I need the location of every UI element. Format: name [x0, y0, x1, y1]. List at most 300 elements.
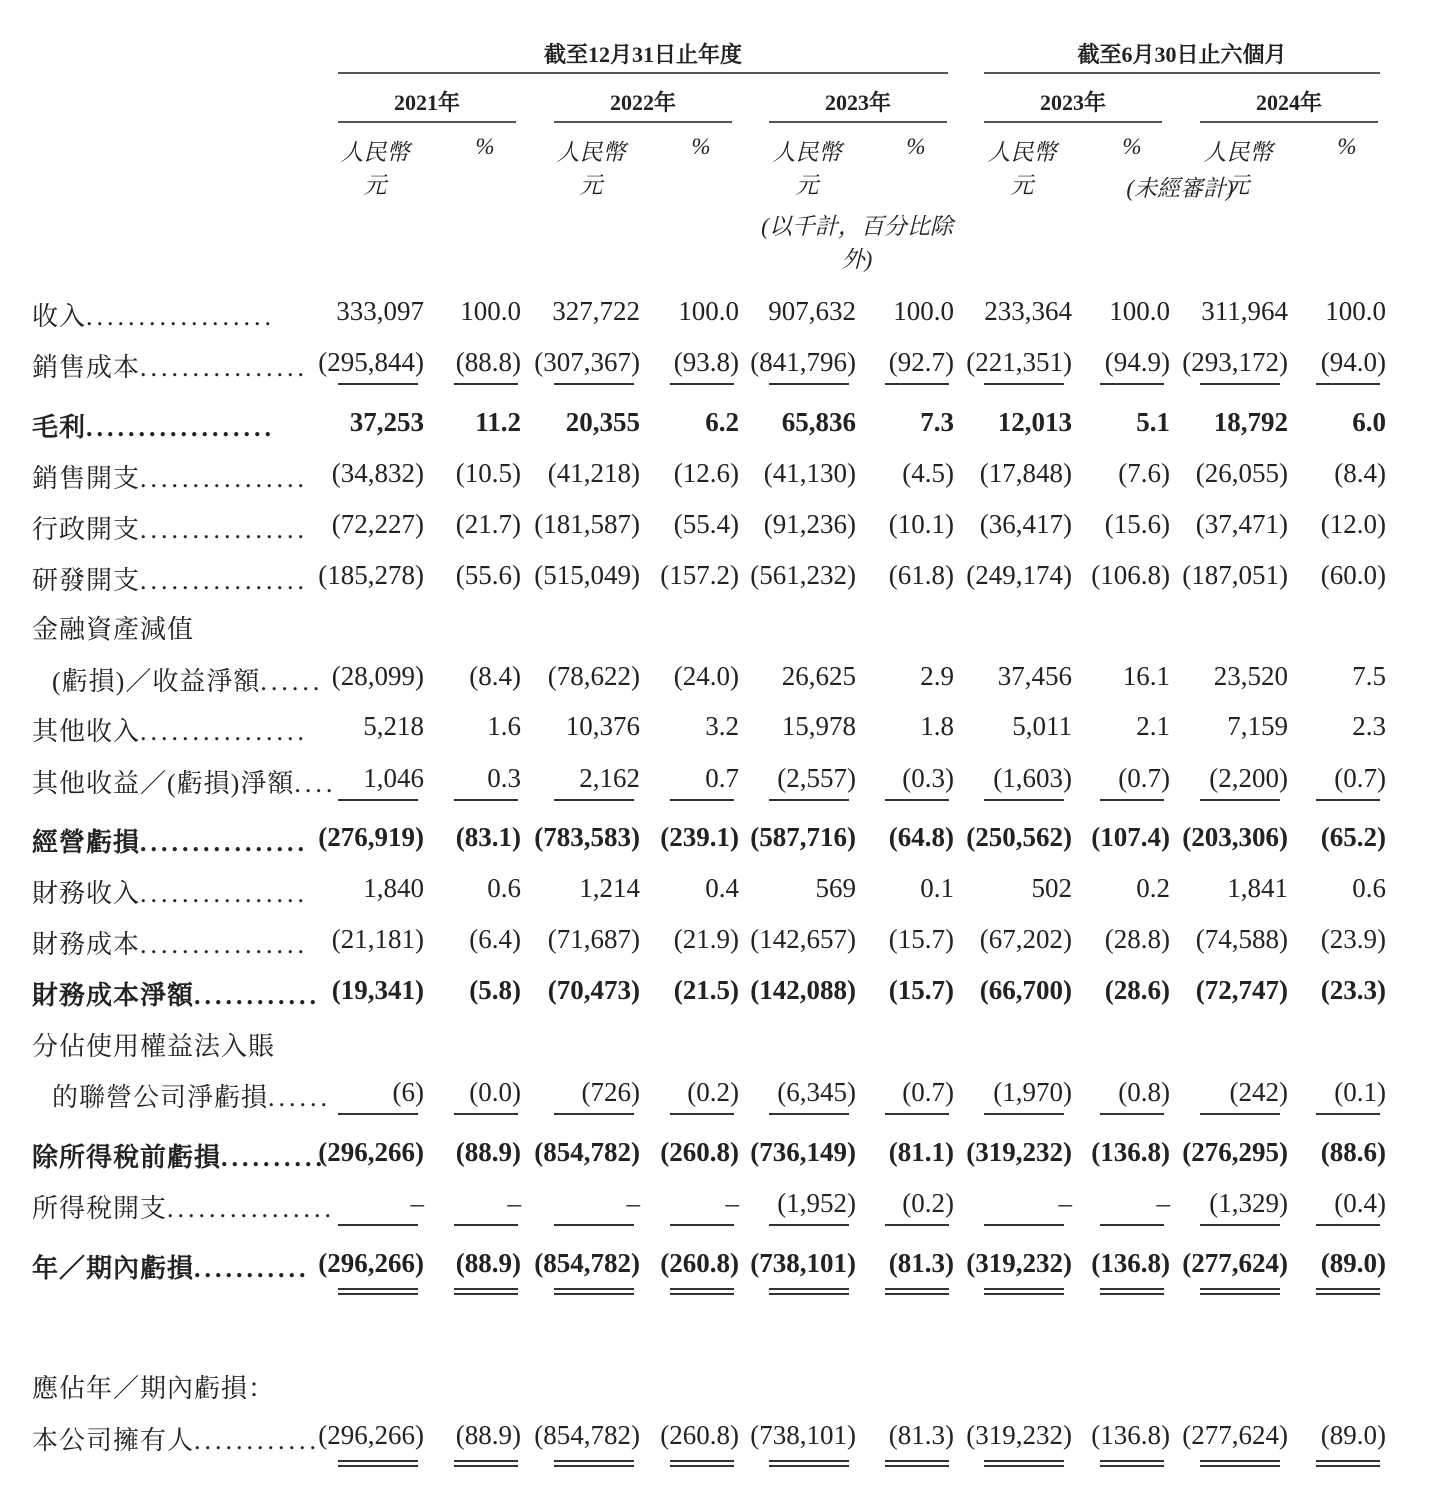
amount-cell: 23,520	[1213, 661, 1288, 691]
percent-cell: (10.1)	[888, 509, 954, 539]
row-label: 毛利..................	[32, 413, 276, 442]
percent-cell: (0.7)	[902, 1077, 954, 1107]
underline	[1100, 799, 1164, 801]
percent-cell: 100.0	[460, 296, 521, 326]
year-rule-2023-h1	[984, 121, 1162, 123]
percent-cell: 6.0	[1352, 407, 1386, 437]
header-rule-year	[338, 72, 948, 74]
amount-cell: (2,557)	[777, 763, 856, 793]
row-revenue	[0, 290, 1440, 340]
amount-cell: (736,149)	[750, 1137, 856, 1167]
unit-pct-2021: %	[475, 134, 495, 159]
percent-cell: 1.6	[487, 711, 521, 741]
amount-cell: 1,046	[363, 763, 424, 793]
percent-cell: (94.9)	[1104, 347, 1170, 377]
unit-rmb-2021: 人民幣元	[340, 140, 410, 198]
amount-cell: (319,232)	[966, 1248, 1072, 1278]
percent-cell: (81.3)	[888, 1248, 954, 1278]
amount-cell: 502	[1031, 873, 1072, 903]
amount-cell: 37,253	[349, 407, 424, 437]
amount-cell: 333,097	[336, 296, 424, 326]
year-2023: 2023年	[824, 90, 891, 115]
row-label: 經營虧損................	[32, 828, 309, 857]
percent-cell: 3.2	[705, 711, 739, 741]
percent-cell: (0.2)	[902, 1188, 954, 1218]
amount-cell: (277,624)	[1182, 1420, 1288, 1450]
thousands-note: (以千計，百分比除外)	[761, 214, 953, 272]
amount-cell: (307,367)	[534, 347, 640, 377]
year-rule-2021	[338, 121, 516, 123]
amount-cell: (841,796)	[750, 347, 856, 377]
underline	[769, 799, 849, 801]
underline	[1200, 1224, 1280, 1226]
amount-cell: (249,174)	[966, 560, 1072, 590]
underline	[769, 383, 849, 385]
percent-cell: (65.2)	[1320, 822, 1386, 852]
amount-cell: (854,782)	[534, 1420, 640, 1450]
amount-cell: (72,227)	[331, 509, 424, 539]
row-label: 的聯營公司淨虧損......	[52, 1083, 332, 1112]
percent-cell: (239.1)	[660, 822, 739, 852]
year-rule-2023	[769, 121, 947, 123]
amount-cell: (561,232)	[750, 560, 856, 590]
percent-cell: (89.0)	[1320, 1420, 1386, 1450]
amount-cell: 907,632	[768, 296, 856, 326]
percent-cell: (106.8)	[1091, 560, 1170, 590]
percent-cell: (21.9)	[673, 924, 739, 954]
percent-cell: (0.2)	[687, 1077, 739, 1107]
underline	[1316, 1113, 1380, 1115]
percent-cell: 0.2	[1136, 873, 1170, 903]
amount-cell: (587,716)	[750, 822, 856, 852]
row-operating-loss	[0, 816, 1440, 866]
percent-cell: (0.8)	[1118, 1077, 1170, 1107]
double-underline	[554, 1288, 634, 1295]
amount-cell: –	[410, 1188, 424, 1218]
percent-cell: 2.1	[1136, 711, 1170, 741]
amount-cell: 1,840	[363, 873, 424, 903]
unit-pct-2023: %	[906, 134, 926, 159]
underline	[454, 383, 518, 385]
amount-cell: (296,266)	[318, 1137, 424, 1167]
row-gross-profit	[0, 401, 1440, 451]
amount-cell: (185,278)	[318, 560, 424, 590]
row-label: 收入..................	[32, 302, 276, 331]
header-group-six-months: 截至6月30日止六個月	[1077, 42, 1287, 67]
double-underline	[885, 1288, 949, 1295]
percent-cell: (60.0)	[1320, 560, 1386, 590]
percent-cell: (136.8)	[1091, 1248, 1170, 1278]
row-label: 本公司擁有人............	[32, 1426, 321, 1455]
percent-cell: (89.0)	[1320, 1248, 1386, 1278]
unit-rmb-2023-h1: 人民幣元	[987, 140, 1057, 198]
row-label: 銷售開支................	[32, 464, 309, 493]
underline	[670, 383, 734, 385]
amount-cell: (293,172)	[1182, 347, 1288, 377]
row-impairment-title	[0, 603, 1440, 653]
percent-cell: (55.6)	[455, 560, 521, 590]
percent-cell: 0.6	[487, 873, 521, 903]
percent-cell: 1.8	[920, 711, 954, 741]
percent-cell: –	[1156, 1188, 1170, 1218]
amount-cell: (41,130)	[763, 458, 856, 488]
header-group-year: 截至12月31日止年度	[543, 42, 742, 67]
underline	[984, 799, 1064, 801]
amount-cell: 1,841	[1227, 873, 1288, 903]
amount-cell: (783,583)	[534, 822, 640, 852]
row-label: 財務收入................	[32, 879, 309, 908]
amount-cell: (296,266)	[318, 1248, 424, 1278]
amount-cell: (738,101)	[750, 1248, 856, 1278]
amount-cell: (28,099)	[331, 661, 424, 691]
percent-cell: (93.8)	[673, 347, 739, 377]
amount-cell: 26,625	[781, 661, 856, 691]
row-associates	[0, 1071, 1440, 1121]
amount-cell: (91,236)	[763, 509, 856, 539]
amount-cell: (6,345)	[777, 1077, 856, 1107]
percent-cell: (92.7)	[888, 347, 954, 377]
row-income-tax	[0, 1182, 1440, 1232]
percent-cell: (81.3)	[888, 1420, 954, 1450]
year-rule-2022	[554, 121, 732, 123]
amount-cell: (36,417)	[979, 509, 1072, 539]
underline	[338, 1113, 418, 1115]
unit-pct-2022: %	[691, 134, 711, 159]
row-label: 所得稅開支................	[32, 1194, 336, 1223]
row-loss-for-period	[0, 1242, 1440, 1292]
underline	[454, 1224, 518, 1226]
row-label: 其他收入................	[32, 717, 309, 746]
percent-cell: 2.3	[1352, 711, 1386, 741]
underline	[984, 1224, 1064, 1226]
amount-cell: (66,700)	[979, 975, 1072, 1005]
row-label: 研發開支................	[32, 566, 309, 595]
double-underline	[885, 1460, 949, 1467]
underline	[338, 799, 418, 801]
row-label: (虧損)／收益淨額......	[52, 667, 324, 696]
row-attributable-title	[0, 1362, 1440, 1412]
percent-cell: –	[507, 1188, 521, 1218]
underline	[454, 1113, 518, 1115]
percent-cell: (15.7)	[888, 975, 954, 1005]
amount-cell: 37,456	[997, 661, 1072, 691]
percent-cell: 7.5	[1352, 661, 1386, 691]
double-underline	[670, 1460, 734, 1467]
percent-cell: (88.9)	[455, 1420, 521, 1450]
amount-cell: (277,624)	[1182, 1248, 1288, 1278]
double-underline	[454, 1288, 518, 1295]
percent-cell: (6.4)	[469, 924, 521, 954]
percent-cell: 0.7	[705, 763, 739, 793]
underline	[338, 383, 418, 385]
double-underline	[769, 1460, 849, 1467]
underline	[670, 1113, 734, 1115]
row-finance-income	[0, 867, 1440, 917]
double-underline	[1316, 1288, 1380, 1295]
double-underline	[1100, 1288, 1164, 1295]
percent-cell: (21.5)	[673, 975, 739, 1005]
amount-cell: 233,364	[984, 296, 1072, 326]
row-other-gains	[0, 757, 1440, 807]
header-rule-six-months	[984, 72, 1380, 74]
underline	[554, 1113, 634, 1115]
underline	[1200, 1113, 1280, 1115]
percent-cell: 100.0	[893, 296, 954, 326]
percent-cell: 16.1	[1122, 661, 1170, 691]
percent-cell: 0.3	[487, 763, 521, 793]
percent-cell: (88.9)	[455, 1248, 521, 1278]
double-underline	[1100, 1460, 1164, 1467]
percent-cell: (81.1)	[888, 1137, 954, 1167]
percent-cell: (260.8)	[660, 1420, 739, 1450]
amount-cell: (319,232)	[966, 1420, 1072, 1450]
amount-cell: (854,782)	[534, 1137, 640, 1167]
percent-cell: (28.6)	[1104, 975, 1170, 1005]
row-label: 年／期內虧損...........	[32, 1254, 310, 1283]
underline	[885, 1224, 949, 1226]
percent-cell: (64.8)	[888, 822, 954, 852]
row-label: 財務成本淨額............	[32, 981, 321, 1010]
percent-cell: (88.6)	[1320, 1137, 1386, 1167]
percent-cell: (88.9)	[455, 1137, 521, 1167]
amount-cell: (78,622)	[547, 661, 640, 691]
amount-cell: (142,657)	[750, 924, 856, 954]
amount-cell: (1,970)	[993, 1077, 1072, 1107]
double-underline	[984, 1460, 1064, 1467]
percent-cell: (0.7)	[1334, 763, 1386, 793]
amount-cell: –	[1058, 1188, 1072, 1218]
percent-cell: (107.4)	[1091, 822, 1170, 852]
underline	[338, 1224, 418, 1226]
unit-rmb-2022: 人民幣元	[556, 140, 626, 198]
percent-cell: (12.6)	[673, 458, 739, 488]
amount-cell: (34,832)	[331, 458, 424, 488]
row-associates-title	[0, 1020, 1440, 1070]
underline	[670, 799, 734, 801]
double-underline	[670, 1288, 734, 1295]
amount-cell: (738,101)	[750, 1420, 856, 1450]
amount-cell: (1,952)	[777, 1188, 856, 1218]
amount-cell: 311,964	[1201, 296, 1288, 326]
percent-cell: (15.6)	[1104, 509, 1170, 539]
percent-cell: (0.1)	[1334, 1077, 1386, 1107]
amount-cell: 10,376	[565, 711, 640, 741]
amount-cell: (726)	[581, 1077, 640, 1107]
underline	[1316, 799, 1380, 801]
amount-cell: (187,051)	[1182, 560, 1288, 590]
percent-cell: (0.3)	[902, 763, 954, 793]
amount-cell: (37,471)	[1195, 509, 1288, 539]
amount-cell: 5,218	[363, 711, 424, 741]
underline	[984, 383, 1064, 385]
amount-cell: 65,836	[781, 407, 856, 437]
row-finance-costs	[0, 918, 1440, 968]
amount-cell: 569	[815, 873, 856, 903]
amount-cell: 327,722	[552, 296, 640, 326]
amount-cell: (221,351)	[966, 347, 1072, 377]
percent-cell: (94.0)	[1320, 347, 1386, 377]
underline	[554, 1224, 634, 1226]
row-label: 除所得稅前虧損..........	[32, 1143, 327, 1172]
percent-cell: 100.0	[1109, 296, 1170, 326]
percent-cell: (10.5)	[455, 458, 521, 488]
underline	[885, 1113, 949, 1115]
row-label: 應佔年／期內虧損：	[32, 1374, 276, 1403]
amount-cell: 2,162	[579, 763, 640, 793]
percent-cell: (61.8)	[888, 560, 954, 590]
double-underline	[338, 1288, 418, 1295]
percent-cell: 2.9	[920, 661, 954, 691]
row-admin-expenses	[0, 503, 1440, 553]
amount-cell: (21,181)	[331, 924, 424, 954]
underline	[670, 1224, 734, 1226]
percent-cell: (55.4)	[673, 509, 739, 539]
amount-cell: (854,782)	[534, 1248, 640, 1278]
double-underline	[984, 1288, 1064, 1295]
percent-cell: (136.8)	[1091, 1420, 1170, 1450]
percent-cell: (15.7)	[888, 924, 954, 954]
row-label: 金融資產減值	[32, 615, 195, 644]
row-label: 銷售成本................	[32, 353, 309, 382]
amount-cell: (2,200)	[1209, 763, 1288, 793]
amount-cell: (41,218)	[547, 458, 640, 488]
row-owners	[0, 1414, 1440, 1464]
percent-cell: (5.8)	[469, 975, 521, 1005]
row-label: 財務成本................	[32, 930, 309, 959]
amount-cell: (26,055)	[1195, 458, 1288, 488]
percent-cell: (88.8)	[455, 347, 521, 377]
percent-cell: (28.8)	[1104, 924, 1170, 954]
double-underline	[1316, 1460, 1380, 1467]
amount-cell: 7,159	[1227, 711, 1288, 741]
double-underline	[454, 1460, 518, 1467]
amount-cell: (6)	[392, 1077, 424, 1107]
percent-cell: (0.0)	[469, 1077, 521, 1107]
amount-cell: (19,341)	[331, 975, 424, 1005]
unit-pct-2023-h1: %	[1122, 134, 1142, 159]
unaudited-note: (未經審計)	[1126, 176, 1234, 201]
amount-cell: (296,266)	[318, 1420, 424, 1450]
percent-cell: (260.8)	[660, 1137, 739, 1167]
row-label: 分佔使用權益法入賬	[32, 1032, 276, 1061]
underline	[1316, 383, 1380, 385]
percent-cell: 11.2	[475, 407, 521, 437]
amount-cell: 18,792	[1213, 407, 1288, 437]
double-underline	[1200, 1460, 1280, 1467]
year-2023-h1: 2023年	[1039, 90, 1106, 115]
underline	[1200, 383, 1280, 385]
percent-cell: 7.3	[920, 407, 954, 437]
percent-cell: (23.9)	[1320, 924, 1386, 954]
row-selling-expenses	[0, 452, 1440, 502]
percent-cell: (83.1)	[455, 822, 521, 852]
underline	[885, 799, 949, 801]
percent-cell: –	[725, 1188, 739, 1218]
underline	[769, 1224, 849, 1226]
unit-rmb-2024-h1: 人民幣元	[1203, 140, 1273, 198]
percent-cell: (8.4)	[1334, 458, 1386, 488]
percent-cell: (136.8)	[1091, 1137, 1170, 1167]
percent-cell: (0.7)	[1118, 763, 1170, 793]
amount-cell: (276,919)	[318, 822, 424, 852]
amount-cell: (17,848)	[979, 458, 1072, 488]
amount-cell: (1,329)	[1209, 1188, 1288, 1218]
amount-cell: (203,306)	[1182, 822, 1288, 852]
row-label: 行政開支................	[32, 515, 309, 544]
amount-cell: (242)	[1229, 1077, 1288, 1107]
row-loss-before-tax	[0, 1131, 1440, 1181]
amount-cell: (515,049)	[534, 560, 640, 590]
amount-cell: (319,232)	[966, 1137, 1072, 1167]
percent-cell: (157.2)	[660, 560, 739, 590]
percent-cell: 0.4	[705, 873, 739, 903]
underline	[554, 799, 634, 801]
amount-cell: (70,473)	[547, 975, 640, 1005]
year-2022: 2022年	[609, 90, 676, 115]
row-rd-expenses	[0, 554, 1440, 604]
percent-cell: 100.0	[1325, 296, 1386, 326]
percent-cell: (23.3)	[1320, 975, 1386, 1005]
percent-cell: (4.5)	[902, 458, 954, 488]
percent-cell: 0.6	[1352, 873, 1386, 903]
percent-cell: (0.4)	[1334, 1188, 1386, 1218]
amount-cell: (71,687)	[547, 924, 640, 954]
underline	[1100, 1113, 1164, 1115]
underline	[769, 1113, 849, 1115]
percent-cell: (12.0)	[1320, 509, 1386, 539]
percent-cell: (7.6)	[1118, 458, 1170, 488]
year-rule-2024-h1	[1200, 121, 1378, 123]
double-underline	[338, 1460, 418, 1467]
amount-cell: (276,295)	[1182, 1137, 1288, 1167]
amount-cell: (72,747)	[1195, 975, 1288, 1005]
amount-cell: 15,978	[781, 711, 856, 741]
amount-cell: 5,011	[1012, 711, 1072, 741]
amount-cell: (74,588)	[1195, 924, 1288, 954]
row-other-income	[0, 705, 1440, 755]
percent-cell: 5.1	[1136, 407, 1170, 437]
amount-cell: (142,088)	[750, 975, 856, 1005]
underline	[554, 383, 634, 385]
percent-cell: (8.4)	[469, 661, 521, 691]
amount-cell: 1,214	[579, 873, 640, 903]
amount-cell: (181,587)	[534, 509, 640, 539]
amount-cell: (250,562)	[966, 822, 1072, 852]
percent-cell: 0.1	[920, 873, 954, 903]
underline	[1200, 799, 1280, 801]
double-underline	[769, 1288, 849, 1295]
percent-cell: (21.7)	[455, 509, 521, 539]
percent-cell: 6.2	[705, 407, 739, 437]
row-finance-costs-net	[0, 969, 1440, 1019]
row-impairment	[0, 655, 1440, 705]
underline	[1316, 1224, 1380, 1226]
amount-cell: (67,202)	[979, 924, 1072, 954]
percent-cell: 100.0	[678, 296, 739, 326]
unit-rmb-2023: 人民幣元	[772, 140, 842, 198]
unit-pct-2024-h1: %	[1337, 134, 1357, 159]
double-underline	[1200, 1288, 1280, 1295]
amount-cell: 12,013	[997, 407, 1072, 437]
amount-cell: –	[626, 1188, 640, 1218]
underline	[1100, 383, 1164, 385]
amount-cell: (1,603)	[993, 763, 1072, 793]
underline	[454, 799, 518, 801]
double-underline	[554, 1460, 634, 1467]
amount-cell: (295,844)	[318, 347, 424, 377]
amount-cell: 20,355	[565, 407, 640, 437]
underline	[984, 1113, 1064, 1115]
